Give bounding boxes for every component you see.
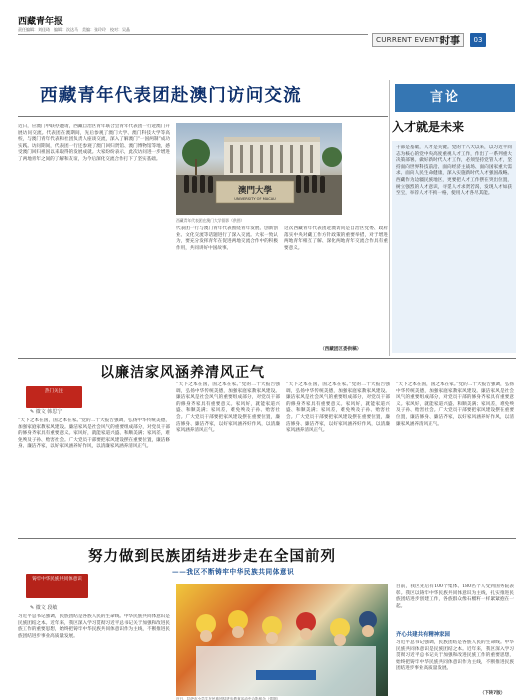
story1-column-2: 代表团一行与澳门青年代表围绕青年发展、创新创业、文化交流等话题进行了深入交流。大家一致认为，要充分发挥青年在促进两地交流合作中的积极作用，共同讲好中国故事。 [176,226,278,251]
story3-photo [176,584,388,696]
story2-column-2: “天下之本在国，国之本在家。”党的二十大报告强调，弘扬中华传统美德，加强家庭家教家风建设。廉洁家风是社会风气的重要组成部分，对党员干部的修身齐家具有重要意义。家风好，就能家道兴盛、和顺美满；家风差，难免殃及子孙、贻害社会。广大党员干部要把家风建设摆在重要位置，廉洁修身、廉洁齐家，以好家风涵养好作风，以清廉家风涵养清风正气。 [176,382,280,434]
pen-icon: ✎ [30,409,35,415]
story2-headline: 以廉洁家风涵养清风正气 [100,365,265,381]
story2-badge [26,386,82,408]
campus-sign-en: UNIVERSITY OF MACAU [234,197,276,201]
pen-icon: ✎ [30,605,35,611]
story1-credit: （西藏团区委供稿） [320,347,362,352]
story3-column-right: 目前，我区先后有100个集体、180名个人受到国务院表彰。我区以铸牢中华民族共同体意识为主线，扎实推进民族团结进步创建工作，各族群众像石榴籽一样紧紧抱在一起。 [396,584,514,609]
story2-author: 韩思宁 [47,409,63,415]
campus-illustration [176,123,342,215]
campus-sign-cn: 澳門大學 [237,186,273,196]
story2-column-4: “天下之本在国，国之本在家。”党的二十大报告强调，弘扬中华传统美德，加强家庭家教家风建设。廉洁家风是社会风气的重要组成部分，对党员干部的修身齐家具有重要意义。家风好，就能家道兴盛、和顺美满；家风差，难免殃及子孙、贻害社会。广大党员干部要把家风建设摆在重要位置，廉洁修身、廉洁齐家，以好家风涵养好作风，以清廉家风涵养清风正气。 [396,382,514,427]
story3-subheadline: ——我区不断铸牢中华民族共同体意识 [172,568,295,576]
story1-column-3: 这次西藏青年代表团赴澳访问是自治区党委、政府落实中央对藏工作方针政策的重要举措，对于增进两地青年相互了解、深化两地青年交流合作具有重要意义。 [284,226,388,251]
story2-rule [18,358,516,359]
story2-column-3: “天下之本在国，国之本在家。”党的二十大报告强调，弘扬中华传统美德，加强家庭家教家风建设。廉洁家风是社会风气的重要组成部分，对党员干部的修身齐家具有重要意义。家风好，就能家道兴盛、和顺美满；家风差，难免殃及子孙、贻害社会。广大党员干部要把家风建设摆在重要位置，廉洁修身、廉洁齐家，以好家风涵养好作风，以清廉家风涵养清风正气。 [286,382,390,434]
story3-rule [18,538,516,539]
story1-rule [18,116,388,117]
children-group [196,610,377,696]
story2-column-1: “天下之本在国，国之本在家。”党的二十大报告强调，弘扬中华传统美德，加强家庭家教家风建设。廉洁家风是社会风气的重要组成部分，对党员干部的修身齐家具有重要意义。家风好，就能家道兴盛、和顺美满；家风差，难免殃及子孙、贻害社会。广大党员干部要把家风建设摆在重要位置，廉洁修身、廉洁齐家，以好家风涵养好作风，以清廉家风涵养清风正气。 [18,418,170,450]
story1-photo [176,123,342,215]
opinion-section-label: 言论 [430,90,461,105]
story3-badge [26,574,88,598]
story3-right-subhead: 齐心共建共有精神家园 [396,632,450,638]
story3-badge-text: 铸牢中华民族共同体意识 [32,577,82,582]
story1-headline: 西藏青年代表团赴澳门访问交流 [40,86,302,106]
section-label-en: CURRENT EVENTS [376,35,444,44]
story2-badge-text: 热门关注 [45,389,63,394]
story3-author: 段敏 [47,605,58,611]
opinion-divider [389,80,390,356]
story3-column-1: 习近平总书记强调，民族团结是各族人民的生命线。中华民族共同体意识是民族团结之本。近年来，我区深入学习贯彻习近平总书记关于加强和改进民族工作的重要思想，始终把铸牢中华民族共同体意识作为主线，不断推进民族团结进步事业高质量发展。 [18,614,170,639]
story2-byline: ✎ 微文 韩思宁 [30,409,63,415]
masthead: 西藏青年报 [18,17,64,27]
children-illustration [176,584,388,696]
story3-headline: 努力做到民族团结进步走在全国前列 [88,548,336,565]
story3-photo-caption: 近日，拉萨市小学生在民族团结进步教育活动中合影留念（供图） [176,697,281,700]
editor-meta: 责任编辑：刘佳琦 编辑：次达马 美编：张玲玲 校对：吴晶 [18,27,130,32]
page-number: 03 [470,33,486,47]
story3-byline: ✎ 微文 段敏 [30,605,58,611]
story1-column-1: 近日，应澳门中联办邀请，西藏自治区青年联合会青年代表团一行赴澳门开展访问交流。代表团在澳期间，先后参观了澳门大学、澳门科技大学等高校，与澳门青年代表和社团负责人座谈交流，深入了解澳门“一国两制”成功实践。访问期间，代表团一行还参观了澳门回归贤馆、澳门博物馆等地，感受澳门回归祖国以来取得的发展成就。大家纷纷表示，此次访问进一步增进了两地青年之间的了解和友谊，为今后深化交流合作打下了坚实基础。 [18,124,170,162]
story3-credit: （下转7版） [480,691,506,696]
opinion-headline: 入才就是未来 [392,120,465,134]
opinion-body: 干部是基础，人才是关键。党的十八大以来，以习近平同志为核心的党中央高度重视人才工作，作出了一系列重大决策部署。做好新时代人才工作，必须坚持党管人才，坚持面向世界科技前沿、面向经济主战场、面向国家重大需求、面向人民生命健康，深入实施新时代人才强国战略。西藏作为边疆民族地区，更要把人才工作摆在突出位置，树立强烈的人才意识，寻觅人才求贤若渴，发现人才如获至宝，举荐人才不拘一格，使用人才各尽其能。 [396,145,512,197]
story3-column-right-2: 习近平总书记强调，民族团结是各族人民的生命线。中华民族共同体意识是民族团结之本。近年来，我区深入学习贯彻习近平总书记关于加强和改进民族工作的重要思想，始终把铸牢中华民族共同体意识作为主线，不断推进民族团结进步事业高质量发展。 [396,640,514,672]
story1-photo-caption: 西藏青年代表团在澳门大学留影（供图） [176,218,245,223]
section-label-cn: 时事 [440,36,460,47]
header-rule [18,34,368,35]
